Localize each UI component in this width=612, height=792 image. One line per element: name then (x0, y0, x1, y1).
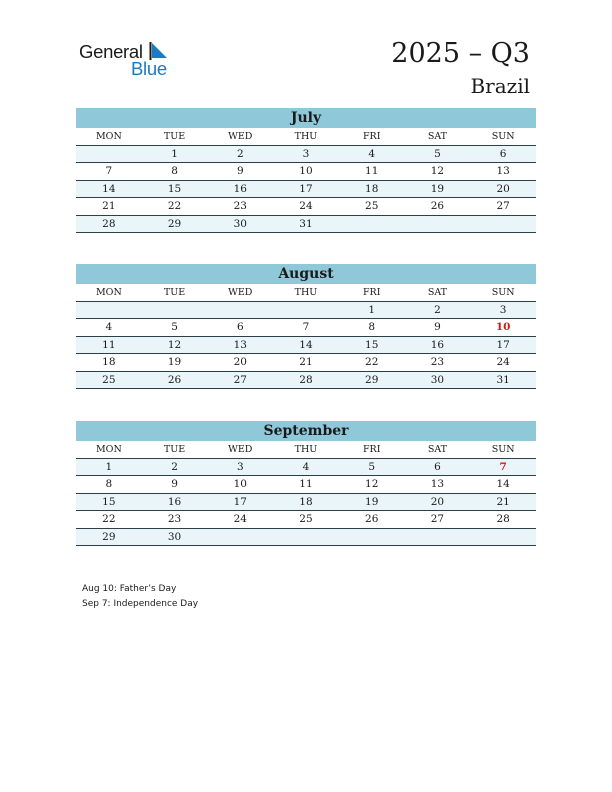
day-cell: 2 (171, 460, 178, 473)
week-row (76, 216, 536, 234)
day-cell: 24 (233, 513, 247, 525)
day-cell: 1 (368, 303, 376, 316)
day-name: WED (228, 444, 253, 455)
day-cell: 6 (499, 147, 507, 160)
day-cell: 25 (365, 200, 379, 212)
day-cell: 23 (233, 200, 247, 212)
day-cell: 19 (430, 182, 445, 195)
week-row (76, 146, 536, 164)
empty-day-cell (470, 216, 536, 234)
day-cell: 8 (171, 165, 178, 177)
day-cell: 14 (299, 338, 313, 351)
day-cell: 28 (496, 513, 510, 525)
day-cell: 20 (496, 182, 510, 195)
day-name: SUN (491, 444, 515, 455)
day-cell: 12 (167, 338, 182, 351)
week-row (76, 302, 536, 320)
day-cell: 26 (430, 200, 445, 212)
week-row (76, 494, 536, 512)
day-cell: 14 (496, 478, 510, 490)
day-names-row (76, 441, 536, 459)
day-cell: 17 (233, 495, 247, 508)
day-name: SUN (491, 131, 515, 142)
day-cell: 26 (365, 513, 379, 525)
day-cell: 24 (299, 200, 313, 212)
day-cell: 27 (233, 373, 247, 386)
day-name: MON (95, 287, 122, 298)
day-cell: 16 (167, 495, 182, 508)
day-cell: 17 (299, 182, 313, 195)
day-name: TUE (163, 131, 186, 142)
month-title: September (76, 421, 536, 441)
day-cell: 4 (302, 460, 310, 473)
holiday-notes (82, 582, 198, 612)
week-row (76, 181, 536, 199)
day-name: SUN (491, 287, 515, 298)
day-cell: 3 (499, 303, 507, 316)
empty-day-cell (207, 529, 273, 547)
empty-day-cell (339, 216, 405, 234)
empty-day-cell (405, 216, 471, 234)
day-cell: 13 (496, 165, 510, 177)
day-cell: 5 (434, 147, 441, 160)
flag-icon (149, 42, 169, 60)
day-name: TUE (163, 444, 186, 455)
day-cell: 3 (236, 460, 244, 473)
day-cell: 22 (102, 513, 116, 525)
day-name: WED (228, 287, 253, 298)
empty-day-cell (76, 146, 142, 164)
day-cell: 15 (365, 338, 379, 351)
day-cell: 15 (102, 495, 116, 508)
day-cell: 23 (430, 356, 445, 368)
day-cell: 5 (368, 460, 376, 473)
empty-day-cell (76, 302, 142, 320)
day-cell: 20 (233, 356, 247, 368)
day-name: FRI (362, 131, 381, 142)
day-cell: 11 (299, 478, 313, 490)
day-cell: 4 (368, 147, 376, 160)
day-cell: 1 (105, 460, 113, 473)
day-cell: 15 (167, 182, 182, 195)
empty-day-cell (405, 529, 471, 547)
day-cell: 4 (105, 321, 113, 333)
day-cell: 11 (102, 338, 116, 351)
page-title: 2025 – Q3 (391, 38, 530, 69)
day-cell: 23 (167, 513, 182, 525)
day-cell: 3 (302, 147, 310, 160)
country-name: Brazil (470, 74, 530, 98)
day-name: WED (228, 131, 253, 142)
day-names-row (76, 284, 536, 302)
day-cell: 21 (102, 200, 116, 212)
day-cell: 13 (430, 478, 445, 490)
day-cell: 30 (233, 217, 247, 230)
empty-day-cell (207, 302, 273, 320)
day-cell: 25 (102, 373, 116, 386)
day-cell: 22 (365, 356, 379, 368)
week-row (76, 476, 536, 494)
day-cell: 27 (496, 200, 510, 212)
day-cell: 21 (299, 356, 313, 368)
logo (79, 40, 179, 80)
day-cell: 8 (368, 321, 376, 333)
day-cell: 8 (105, 478, 113, 490)
day-names-row (76, 128, 536, 146)
month-title: August (76, 264, 536, 284)
day-cell: 30 (167, 530, 182, 543)
day-cell: 29 (102, 530, 116, 543)
day-cell: 18 (365, 182, 379, 195)
day-cell: 31 (299, 217, 313, 230)
day-cell: 27 (430, 513, 445, 525)
day-cell: 29 (167, 217, 182, 230)
day-cell: 20 (430, 495, 445, 508)
holiday-note: Sep 7: Independence Day (82, 599, 199, 609)
day-cell: 6 (434, 460, 441, 473)
day-cell: 13 (233, 338, 247, 351)
day-name: TUE (163, 287, 186, 298)
day-cell: 2 (236, 147, 244, 160)
week-row (76, 529, 536, 547)
day-cell: 16 (233, 182, 247, 195)
day-cell: 30 (430, 373, 445, 386)
day-cell: 10 (495, 321, 511, 333)
day-cell: 25 (299, 513, 313, 525)
day-cell: 7 (105, 165, 113, 177)
week-row (76, 198, 536, 216)
day-cell: 24 (496, 356, 510, 368)
day-cell: 9 (434, 321, 441, 333)
week-row (76, 511, 536, 529)
day-cell: 1 (171, 147, 178, 160)
day-cell: 29 (365, 373, 379, 386)
day-name: SAT (427, 444, 448, 455)
week-row (76, 354, 536, 372)
day-cell: 14 (102, 182, 116, 195)
day-cell: 2 (434, 303, 441, 316)
week-row (76, 337, 536, 355)
month-title: July (76, 108, 536, 128)
day-cell: 7 (499, 460, 507, 473)
day-cell: 28 (102, 217, 116, 230)
week-row (76, 163, 536, 181)
day-cell: 22 (167, 200, 182, 212)
day-cell: 11 (365, 165, 379, 177)
logo-text-blue: Blue (131, 58, 167, 79)
day-cell: 10 (233, 478, 247, 490)
empty-day-cell (142, 302, 208, 320)
day-cell: 16 (430, 338, 445, 351)
day-cell: 26 (167, 373, 182, 386)
empty-day-cell (273, 529, 339, 547)
day-cell: 19 (167, 356, 182, 368)
empty-day-cell (273, 302, 339, 320)
holiday-note: Aug 10: Father’s Day (82, 584, 177, 594)
day-name: MON (95, 131, 122, 142)
day-cell: 21 (496, 495, 510, 508)
month-calendar-september (76, 421, 536, 546)
day-cell: 28 (299, 373, 313, 386)
day-cell: 19 (365, 495, 379, 508)
day-cell: 18 (299, 495, 313, 508)
day-cell: 12 (430, 165, 445, 177)
logo-text-general: General (79, 41, 143, 62)
day-name: FRI (362, 287, 381, 298)
day-cell: 18 (102, 356, 116, 368)
week-row (76, 459, 536, 477)
day-name: MON (95, 444, 122, 455)
day-name: THU (294, 287, 318, 298)
month-calendar-august (76, 264, 536, 389)
day-cell: 10 (299, 165, 313, 177)
day-cell: 7 (302, 321, 310, 333)
empty-day-cell (339, 529, 405, 547)
week-row (76, 372, 536, 390)
empty-day-cell (470, 529, 536, 547)
day-name: SAT (427, 131, 448, 142)
day-name: THU (294, 444, 318, 455)
day-cell: 17 (496, 338, 510, 351)
day-cell: 12 (365, 478, 379, 490)
day-cell: 5 (171, 321, 178, 333)
day-name: THU (294, 131, 318, 142)
day-cell: 9 (171, 478, 178, 490)
day-cell: 6 (236, 321, 244, 333)
week-row (76, 319, 536, 337)
day-cell: 31 (496, 373, 510, 386)
day-name: FRI (362, 444, 381, 455)
day-name: SAT (427, 287, 448, 298)
month-calendar-july (76, 108, 536, 233)
day-cell: 9 (236, 165, 244, 177)
